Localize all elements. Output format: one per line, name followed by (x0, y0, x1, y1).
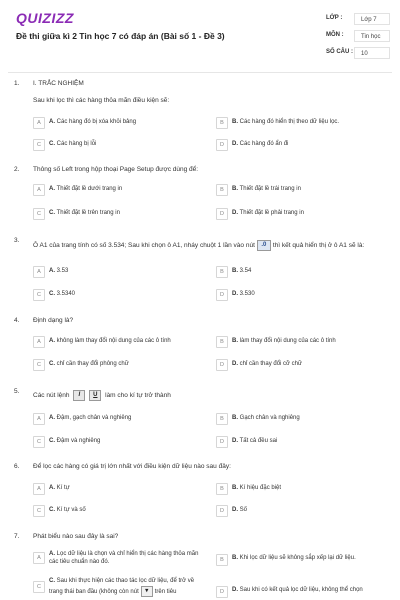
meta-label: LỚP : (326, 15, 343, 21)
option-box: C (33, 208, 45, 220)
question-number: 4. (14, 317, 20, 324)
option-text: Số (239, 507, 248, 513)
option-letter: C. (49, 438, 55, 444)
option-box: D (216, 359, 228, 371)
option-letter: B. (232, 485, 238, 491)
option-letter: D. (232, 291, 238, 297)
option-text: Thiết đặt lề trái trang in (239, 186, 301, 192)
option-box: D (216, 505, 228, 517)
option-box: A (33, 413, 45, 425)
option-box: A (33, 117, 45, 129)
option-box: A (33, 552, 45, 564)
option-text: Các hàng đó hiển thị theo dữ liệu lọc. (239, 119, 340, 125)
option-text: Các hàng đó ẩn đi (239, 141, 289, 147)
option-letter: A. (49, 485, 55, 491)
option-text: Kí tự (56, 485, 70, 491)
header (0, 0, 400, 70)
option-letter: B. (232, 338, 238, 344)
option-box: C (33, 436, 45, 448)
question-text: Ô A1 của trang tính có số 3.534; Sau khi chọn ô A1, nháy chuột 1 lần vào nút .0 thì kết quả hiển thị ở ô A1 sẽ là: (33, 242, 365, 250)
option-text: Sau khi có kết quả lọc dữ liệu, không thể chọn (239, 587, 363, 593)
option-box: B (216, 413, 228, 425)
option-text: 3.530 (239, 291, 255, 297)
question-number: 2. (14, 166, 20, 173)
option-box: D (216, 586, 228, 598)
option-text: 3.54 (239, 268, 252, 274)
option-letter: D. (232, 587, 238, 593)
option-box: B (216, 266, 228, 278)
question-text: Các nút lệnh I U làm cho kí tự trở thành (33, 392, 171, 400)
option-text: không làm thay đổi nội dung của các ô tính (56, 338, 171, 344)
meta-value: 10 (354, 47, 390, 59)
option-letter: A. (49, 551, 55, 557)
document-title: Đề thi giữa kì 2 Tin học 7 có đáp án (Bài số 1 - Đề 3) (16, 31, 225, 41)
option-text: Đậm và nghiêng (56, 438, 101, 444)
quiz-page: QUIZIZZ Đề thi giữa kì 2 Tin học 7 có đáp án (Bài số 1 - Đề 3) LỚP : Lớp 7 MÔN : Tin học SỐ CÂU : 10 1. I. TRẮC NGHIỆM Sau khi lọc thì các hàng thỏa mãn điều kiện sẽ: A A. Các hàng đó bị xóa khỏi bảng B B. Các hàng đó hiển thị theo dữ liệu lọc. C C. Các hàng bị lỗi D D. Các hàng đó ẩn đi 2. Thông số Left trong hộp thoại Page Setup được dùng để: A A. Thiết đặt lề dưới trang in B B. Thiết đặt lề trái trang in C C. Thiết đặt lề trên trang in D D. Thiết đặt lề phải trang in 3. Ô A1 của trang tính có số 3.534; Sau khi chọn ô A1, nháy chuột 1 lần vào nút .0 thì kết quả hiển thị ở ô A1 sẽ là: A A. 3.53 B B. 3.54 C C. 3.5340 D D. 3.530 4. Định dạng là? A A. không làm thay đổi nội dung của các ô tính B B. làm thay đổi nội dung của các ô tính C C. chỉ cần thay đổi phông chữ D D. chỉ cần thay đổi cỡ chữ 5. Các nút lệnh I U làm cho kí tự trở thành A A. Đậm, gạch chân và nghiêng B B. Gạch chân và nghiêng C C. Đậm và nghiêng D D. Tất cả đều sai 6. Để lọc các hàng có giá trị lớn nhất với điều kiện dữ liệu nào sau đây: A A. Kí tự B B. Kí hiệu đặc biệt C C. Kí tự và số D D. Số 7. Phát biểu nào sau đây là sai? A A. Lọc dữ liệu là chọn và chỉ hiển thị các hàng thỏa mãn các tiêu chuẩn nào đó. B B. Khi lọc dữ liệu sẽ không sắp xếp lại dữ liệu. C C. Sau khi thực hiện các thao tác lọc dữ liệu, để trở về trang thái ban đầu (không còn nút ▾ trên tiêu D D. Sau khi có kết quả lọc dữ liệu, không thể chọn (0, 0, 400, 600)
option-text: chỉ cần thay đổi phông chữ (56, 361, 129, 367)
option-text: Các hàng bị lỗi (56, 141, 97, 147)
quizizz-logo: QUIZIZZ (16, 10, 74, 26)
option-box: B (216, 483, 228, 495)
option-box: D (216, 139, 228, 151)
option-box: C (33, 581, 45, 593)
option-letter: C. (49, 507, 55, 513)
question-text: Thông số Left trong hộp thoại Page Setup được dùng để: (33, 166, 199, 173)
header-divider (8, 72, 392, 73)
meta-count (320, 47, 392, 62)
question-text: Định dạng là? (33, 317, 74, 324)
option-box: A (33, 483, 45, 495)
question-number: 3. (14, 237, 20, 244)
option-box: D (216, 208, 228, 220)
option-box: A (33, 184, 45, 196)
option-box: A (33, 336, 45, 348)
section-heading: I. TRẮC NGHIỆM (33, 80, 84, 87)
option-box: B (216, 336, 228, 348)
question-number: 7. (14, 533, 20, 540)
option-text: Đậm, gạch chân và nghiêng (56, 415, 132, 421)
option-text: Khi lọc dữ liệu sẽ không sắp xếp lại dữ liệu. (239, 555, 356, 561)
question-text: Phát biểu nào sau đây là sai? (33, 533, 119, 540)
option-box: B (216, 117, 228, 129)
option-text: Tất cả đều sai (239, 438, 278, 444)
option-letter: C. (49, 210, 55, 216)
option-box: C (33, 139, 45, 151)
option-letter: A. (49, 415, 55, 421)
option-letter: A. (49, 338, 55, 344)
option-letter: B. (232, 555, 238, 561)
option-box: B (216, 554, 228, 566)
option-letter: D. (232, 361, 238, 367)
option-letter: C. (49, 578, 55, 584)
option-box: C (33, 359, 45, 371)
option-text: Kí tự và số (56, 507, 86, 513)
option-text: Thiết đặt lề phải trang in (239, 210, 304, 216)
option-letter: C. (49, 361, 55, 367)
meta-value: Tin học (354, 30, 390, 42)
option-text: 3.53 (56, 268, 69, 274)
question-number: 6. (14, 463, 20, 470)
option-text: 3.5340 (56, 291, 76, 297)
option-text: làm thay đổi nội dung của các ô tính (239, 338, 336, 344)
meta-subject (320, 30, 392, 45)
option-box: D (216, 436, 228, 448)
option-text: Thiết đặt lề dưới trang in (56, 186, 123, 192)
meta-label: SỐ CÂU : (326, 49, 353, 55)
option-letter: B. (232, 119, 238, 125)
option-text: Gạch chân và nghiêng (239, 415, 300, 421)
filter-dropdown-icon: ▾ (141, 586, 153, 597)
option-letter: D. (232, 210, 238, 216)
option-text: Các hàng đó bị xóa khỏi bảng (56, 119, 137, 125)
option-letter: D. (232, 438, 238, 444)
option-text: chỉ cần thay đổi cỡ chữ (239, 361, 302, 367)
option-letter: B. (232, 268, 238, 274)
option-letter: C. (49, 141, 55, 147)
option-letter: D. (232, 507, 238, 513)
italic-icon: I (73, 390, 85, 401)
increase-decimal-icon: .0 (257, 240, 271, 251)
option-letter: A. (49, 268, 55, 274)
option-text: Thiết đặt lề trên trang in (56, 210, 120, 216)
option-letter: A. (49, 186, 55, 192)
meta-class (320, 13, 392, 28)
question-number: 5. (14, 388, 20, 395)
question-text: Để lọc các hàng có giá trị lớn nhất với điều kiện dữ liệu nào sau đây: (33, 463, 231, 470)
question-number: 1. (14, 80, 20, 87)
option-box: C (33, 505, 45, 517)
option-box: C (33, 289, 45, 301)
option-letter: C. (49, 291, 55, 297)
option-box: A (33, 266, 45, 278)
meta-panel (320, 13, 392, 64)
option-letter: B. (232, 186, 238, 192)
option-text: Lọc dữ liệu là chọn và chỉ hiển thị các hàng thỏa mãn các tiêu chuẩn nào đó. (49, 551, 199, 565)
meta-label: MÔN : (326, 32, 344, 38)
question-text: Sau khi lọc thì các hàng thỏa mãn điều kiện sẽ: (33, 97, 170, 104)
option-text: Kí hiệu đặc biệt (239, 485, 282, 491)
option-box: D (216, 289, 228, 301)
underline-icon: U (89, 390, 101, 401)
meta-value: Lớp 7 (354, 13, 390, 25)
option-letter: D. (232, 141, 238, 147)
option-letter: B. (232, 415, 238, 421)
option-letter: A. (49, 119, 55, 125)
option-box: B (216, 184, 228, 196)
